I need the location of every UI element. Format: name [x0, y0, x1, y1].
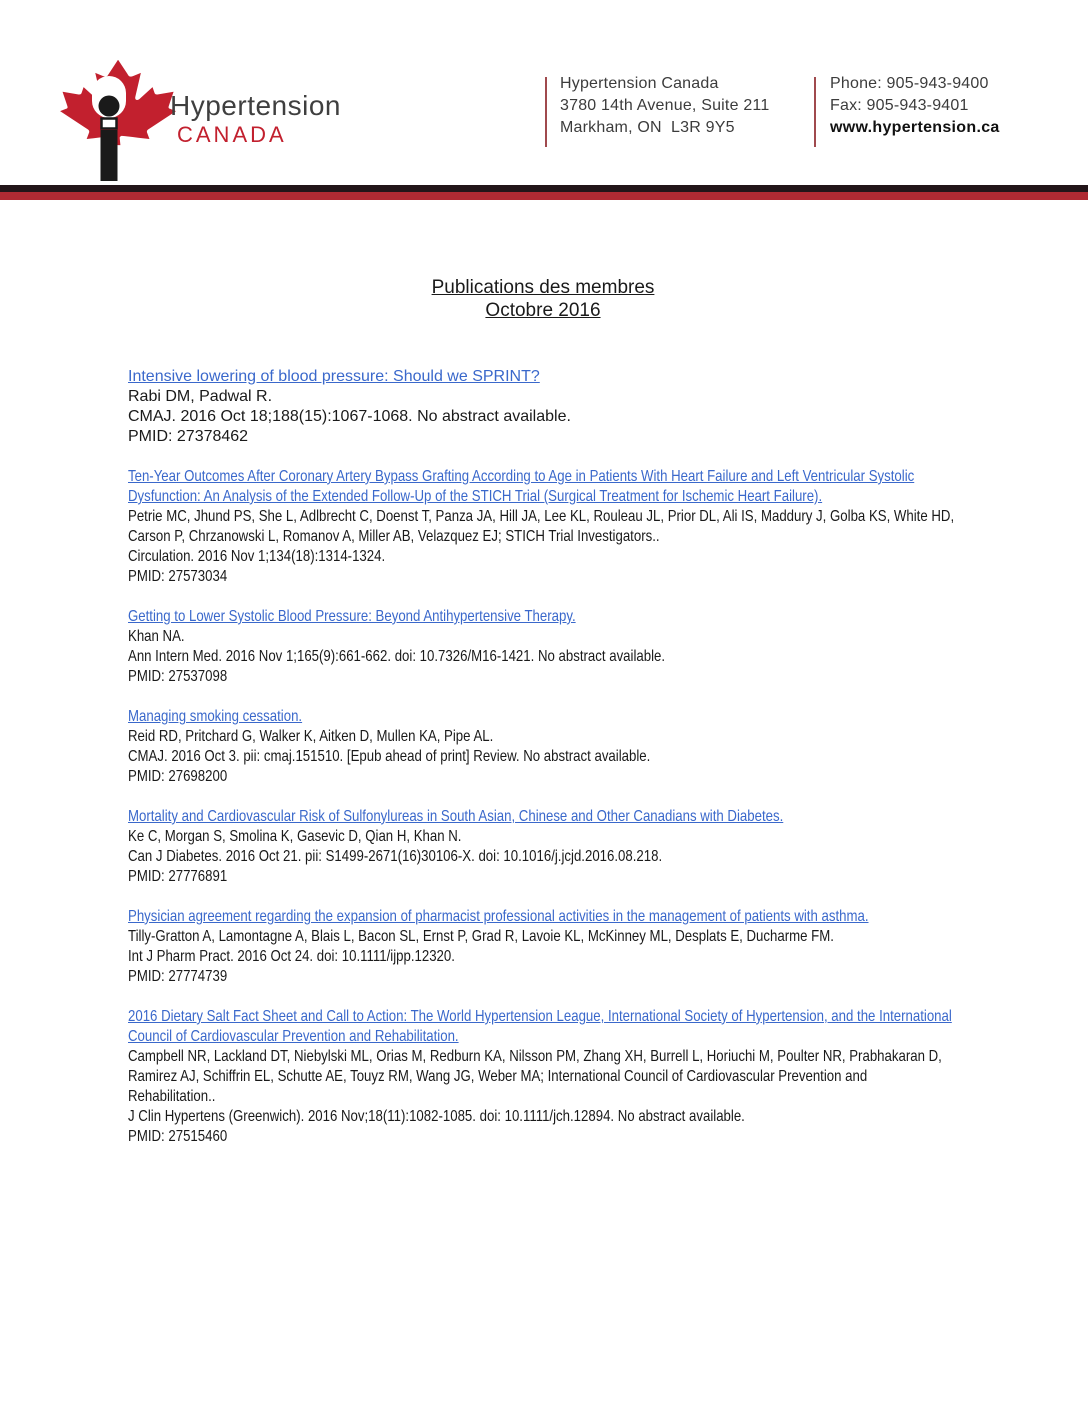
page-title	[128, 276, 958, 322]
fax-number: Fax: 905-943-9401	[830, 97, 969, 114]
publication-pmid: PMID: 27515460	[128, 1128, 228, 1145]
page-title-line2: Octobre 2016	[485, 300, 601, 321]
publication-authors: Ke C, Morgan S, Smolina K, Gasevic D, Qian H, Khan N.	[128, 828, 462, 845]
brand-subname: CANADA	[177, 122, 287, 147]
header-rule-dark	[0, 185, 1088, 192]
publication-authors: Reid RD, Pritchard G, Walker K, Aitken D, Mullen KA, Pipe AL.	[128, 728, 494, 745]
publication-authors: Khan NA.	[128, 628, 185, 645]
publication-citation: Can J Diabetes. 2016 Oct 21. pii: S1499-2671(16)30106-X. doi: 10.1016/j.jcjd.2016.08.218.	[128, 848, 663, 865]
publication-entry	[128, 467, 958, 587]
page-title-line1: Publications des membres	[431, 277, 655, 298]
publication-entry	[128, 367, 958, 447]
publication-entry	[128, 607, 958, 687]
publication-authors: Rabi DM, Padwal R.	[128, 388, 273, 405]
address-street: 3780 14th Avenue, Suite 211	[560, 97, 770, 114]
publication-authors: Tilly-Gratton A, Lamontagne A, Blais L, Bacon SL, Ernst P, Grad R, Lavoie KL, McKinney ML, Desplats E, Ducharme FM.	[128, 928, 834, 945]
publication-citation: Circulation. 2016 Nov 1;134(18):1314-1324.	[128, 548, 386, 565]
publication-title-link[interactable]: Ten-Year Outcomes After Coronary Artery Bypass Grafting According to Age in Patients With Heart Failure and Left Ventricular Systolic Dysfunction: An Analysis of the Extended Follow-Up of the STICH Trial (Surgical Treatment for Ischemic Heart Failure).	[128, 468, 915, 505]
address-block	[560, 73, 769, 139]
publication-entry	[128, 707, 958, 787]
publication-pmid: PMID: 27776891	[128, 868, 228, 885]
maple-leaf-icon	[58, 54, 182, 190]
phone-number: Phone: 905-943-9400	[830, 75, 989, 92]
publication-entry	[128, 807, 958, 887]
header-divider-left	[545, 77, 547, 147]
publication-citation: Ann Intern Med. 2016 Nov 1;165(9):661-662. doi: 10.7326/M16-1421. No abstract available.	[128, 648, 666, 665]
publication-list	[128, 367, 958, 1167]
publication-title-link[interactable]: 2016 Dietary Salt Fact Sheet and Call to Action: The World Hypertension League, International Society of Hypertension, and the International Council of Cardiovascular Prevention and Rehabilitation.	[128, 1008, 952, 1045]
publication-title-link[interactable]: Getting to Lower Systolic Blood Pressure: Beyond Antihypertensive Therapy.	[128, 608, 576, 625]
publication-citation: CMAJ. 2016 Oct 3. pii: cmaj.151510. [Epub ahead of print] Review. No abstract available.	[128, 748, 651, 765]
publication-title-link[interactable]: Physician agreement regarding the expansion of pharmacist professional activities in the management of patients with asthma.	[128, 908, 869, 925]
publication-citation: CMAJ. 2016 Oct 18;188(15):1067-1068. No abstract available.	[128, 408, 571, 425]
publication-title-link[interactable]: Intensive lowering of blood pressure: Should we SPRINT?	[128, 368, 540, 385]
publication-entry	[128, 1007, 958, 1147]
publication-authors: Petrie MC, Jhund PS, She L, Adlbrecht C, Doenst T, Panza JA, Hill JA, Lee KL, Rouleau JL, Prior DL, Ali IS, Maddury J, Golba KS, White HD, Carson P, Chrzanowski L, Romanov A, Miller AB, Velazquez EJ; STICH Trial Investigators..	[128, 508, 955, 545]
publication-title-link[interactable]: Mortality and Cardiovascular Risk of Sulfonylureas in South Asian, Chinese and Other Canadians with Diabetes.	[128, 808, 784, 825]
address-city: Markham, ON L3R 9Y5	[560, 119, 735, 136]
publication-entry	[128, 907, 958, 987]
publication-pmid: PMID: 27774739	[128, 968, 228, 985]
contact-block	[830, 73, 1000, 139]
hypertension-canada-logo	[58, 54, 182, 190]
address-org: Hypertension Canada	[560, 75, 719, 92]
publication-pmid: PMID: 27537098	[128, 668, 228, 685]
publication-pmid: PMID: 27573034	[128, 568, 228, 585]
publication-citation: Int J Pharm Pract. 2016 Oct 24. doi: 10.1111/ijpp.12320.	[128, 948, 455, 965]
header-divider-right	[814, 77, 816, 147]
publication-title-link[interactable]: Managing smoking cessation.	[128, 708, 303, 725]
header-rule-red	[0, 192, 1088, 200]
publication-pmid: PMID: 27698200	[128, 768, 228, 785]
publication-citation: J Clin Hypertens (Greenwich). 2016 Nov;18(11):1082-1085. doi: 10.1111/jch.12894. No abstract available.	[128, 1108, 745, 1125]
publication-pmid: PMID: 27378462	[128, 428, 249, 445]
brand-name: Hypertension	[170, 90, 341, 121]
publication-authors: Campbell NR, Lackland DT, Niebylski ML, Orias M, Redburn KA, Nilsson PM, Zhang XH, Burrell L, Horiuchi M, Poulter NR, Prabhakaran D, Ramirez AJ, Schiffrin EL, Schutte AE, Touyz RM, Wang JG, Weber MA; International Council of Cardiovascular Prevention and Rehabilitation..	[128, 1048, 942, 1105]
website-url: www.hypertension.ca	[830, 119, 1000, 136]
